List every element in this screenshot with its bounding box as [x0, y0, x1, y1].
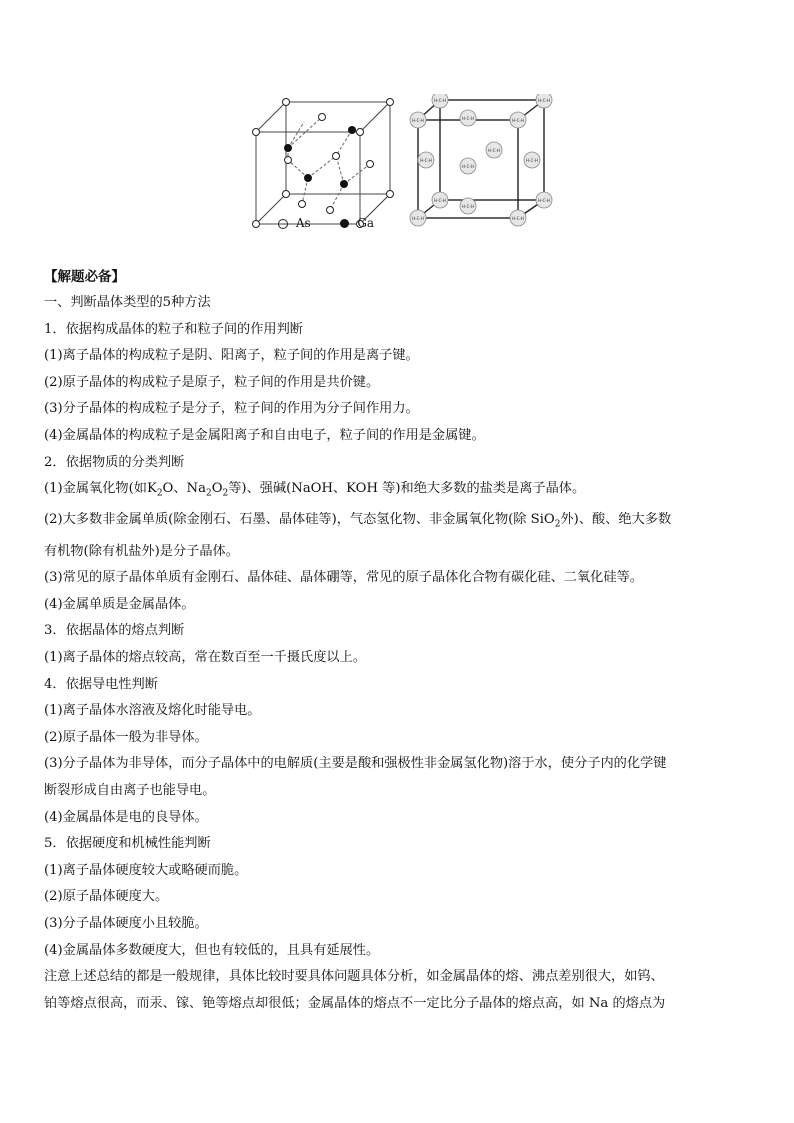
ga-legend-marker [340, 219, 349, 228]
ga-legend-label: Ga [357, 216, 375, 230]
svg-text:H-C-H: H-C-H [434, 98, 446, 103]
svg-text:H-C-H: H-C-H [462, 204, 474, 209]
method-1-title: 1．依据构成晶体的粒子和粒子间的作用判断 [44, 321, 303, 337]
svg-text:H-C-H: H-C-H [434, 198, 446, 203]
svg-text:H-C-H: H-C-H [512, 216, 524, 221]
method-2-item-2-cont: 有机物(除有机盐外)是分子晶体。 [44, 543, 239, 559]
heading: 一、判断晶体类型的5种方法 [44, 295, 211, 310]
section-title: 【解题必备】 [44, 269, 125, 285]
as-legend-marker [278, 219, 288, 229]
method-4-item-1: (1)离子晶体水溶液及熔化时能导电。 [44, 703, 261, 719]
svg-text:H-C-H: H-C-H [538, 198, 550, 203]
svg-text:H-C-H: H-C-H [462, 164, 474, 169]
svg-text:H-C-H: H-C-H [462, 116, 474, 121]
gaas-unit-cell-figure [244, 92, 404, 236]
method-2-item-4: (4)金属单质是金属晶体。 [44, 596, 195, 612]
svg-text:H-C-H: H-C-H [412, 216, 424, 221]
svg-text:H-C-H: H-C-H [420, 158, 432, 163]
svg-text:H-C-H: H-C-H [412, 118, 424, 123]
method-4-item-3-cont: 断裂形成自由离子也能导电。 [44, 782, 216, 798]
as-legend-label: As [295, 216, 311, 230]
method-1-item-4: (4)金属晶体的构成粒子是金属阳离子和自由电子，粒子间的作用是金属键。 [44, 427, 485, 443]
legend [278, 216, 398, 234]
method-5-item-4: (4)金属晶体多数硬度大，但也有较低的，且具有延展性。 [44, 942, 380, 958]
method-1-item-1: (1)离子晶体的构成粒子是阴、阳离子，粒子间的作用是离子键。 [44, 348, 419, 364]
method-3-title: 3．依据晶体的熔点判断 [44, 623, 185, 639]
method-4-item-2: (2)原子晶体一般为非导体。 [44, 729, 208, 745]
cell-back-face [286, 102, 390, 194]
note-line-1: 注意上述总结的都是一般规律，具体比较时要具体问题具体分析，如金属晶体的熔、沸点差别很大，如钨、 [44, 969, 664, 985]
method-5-item-1: (1)离子晶体硬度较大或略硬而脆。 [44, 862, 248, 878]
methane-crystal-figure [406, 94, 562, 228]
document-body [44, 264, 754, 1017]
method-1-item-3: (3)分子晶体的构成粒子是分子，粒子间的作用为分子间作用力。 [44, 401, 419, 417]
method-5-item-2: (2)原子晶体硬度大。 [44, 889, 169, 905]
method-2-item-3: (3)常见的原子晶体单质有金刚石、晶体硅、晶体硼等，常见的原子晶体化合物有碳化硅、二氧化硅等。 [44, 570, 643, 586]
method-5-title: 5．依据硬度和机械性能判断 [44, 836, 211, 852]
svg-text:H-C-H: H-C-H [488, 148, 500, 153]
method-2-title: 2．依据物质的分类判断 [44, 454, 185, 470]
note-line-2: 铂等熔点很高，而汞、镓、铯等熔点却很低；金属晶体的熔点不一定比分子晶体的熔点高，如 Na 的熔点为 [44, 995, 666, 1011]
method-2-item-1: (1)金属氧化物(如$K_2O$、$Na_2O_2$等)、强碱(NaOH、KOH 等)和绝大多数的盐类是离子晶体。 [44, 481, 586, 499]
svg-text:H-C-H: H-C-H [512, 118, 524, 123]
method-3-item-1: (1)离子晶体的熔点较高，常在数百至一千摄氏度以上。 [44, 650, 366, 665]
method-1-item-2: (2)原子晶体的构成粒子是原子，粒子间的作用是共价键。 [44, 374, 380, 390]
method-4-title: 4．依据导电性判断 [44, 676, 158, 692]
svg-text:H-C-H: H-C-H [538, 98, 550, 103]
crystal-figures [244, 92, 574, 238]
svg-text:H-C-H: H-C-H [526, 158, 538, 163]
method-2-item-2: (2)大多数非金属单质(除金刚石、石墨、晶体硅等)，气态氢化物、非金属氧化物(除 SiO$_2$外)、酸、绝大多数 [44, 512, 672, 531]
method-5-item-3: (3)分子晶体硬度小且较脆。 [44, 915, 208, 931]
method-4-item-4: (4)金属晶体是电的良导体。 [44, 809, 208, 825]
method-4-item-3: (3)分子晶体为非导体，而分子晶体中的电解质(主要是酸和强极性非金属氢化物)溶于水，使分子内的化学键 [44, 756, 667, 772]
